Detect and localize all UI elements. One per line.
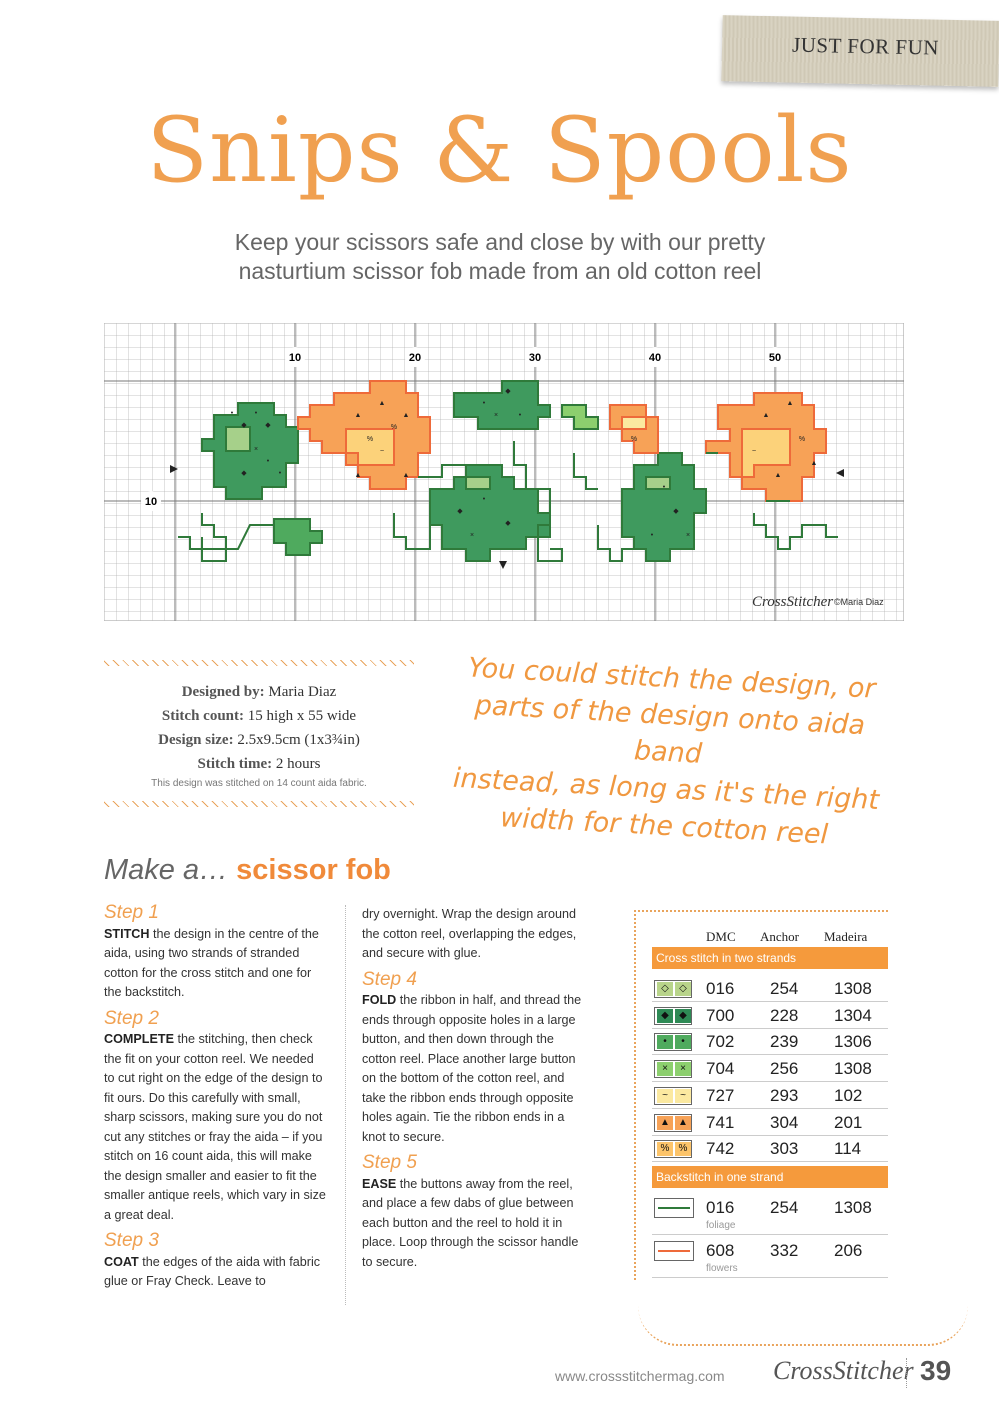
backstitch-line <box>658 1207 690 1209</box>
designed-by-label: Designed by: <box>181 684 265 700</box>
key-dmc-value: 016 <box>706 1198 735 1217</box>
thread-key <box>634 910 888 1280</box>
chart-row-marker: 10 <box>144 496 158 508</box>
swatch-symbol: ◇ <box>657 982 673 996</box>
swatch-symbol: ◆ <box>675 1009 691 1023</box>
key-anchor-value: 256 <box>770 1059 799 1079</box>
key-anchor-value: 254 <box>770 979 799 998</box>
design-info <box>104 660 414 810</box>
step-body: the stitching, then check the fit on your cotton reel. We needed to cut right on the edge of the design to fit ours. Do this carefully with small, sharp scissors, making sure you do not cut any stitches or fray the aida – if you stitch on 16 count aida, this will make the design smaller and easier to fit the smaller antique reels, which vary in size a great deal. <box>104 1032 326 1222</box>
key-madeira-value: 201 <box>834 1112 863 1132</box>
svg-text:•: • <box>266 458 270 465</box>
zigzag-divider <box>104 801 414 807</box>
key-swatch <box>654 1114 692 1132</box>
step-text <box>104 1253 326 1292</box>
key-row-divider <box>652 1135 888 1136</box>
make-prefix: Make a… <box>104 854 229 886</box>
key-anchor-value: 254 <box>770 1198 799 1217</box>
svg-text:▲: ▲ <box>354 472 362 479</box>
svg-text:×: × <box>253 446 259 453</box>
key-dmc-value: 727 <box>706 1085 735 1105</box>
page-title: Snips & Spools <box>146 98 853 203</box>
step-title: Step 1 <box>104 902 159 923</box>
step-lead: COAT <box>104 1254 139 1269</box>
step-title: Step 3 <box>104 1230 159 1251</box>
key-dmc-value: 704 <box>706 1059 735 1079</box>
key-swatch <box>654 1033 692 1051</box>
make-item: scissor fob <box>236 854 391 886</box>
page-number: 39 <box>920 1355 952 1386</box>
cross-stitch-title: Cross stitch in two strands <box>652 947 888 969</box>
dotted-thread-decoration <box>638 1296 968 1346</box>
key-madeira-value: 206 <box>834 1241 863 1260</box>
step-title: Step 2 <box>104 1007 159 1029</box>
svg-text:~: ~ <box>379 448 385 455</box>
key-swatch <box>654 1060 692 1078</box>
backstitch-note: flowers <box>706 1263 738 1274</box>
chart-col-marker: 30 <box>528 352 542 364</box>
key-dmc-value: 700 <box>706 1005 735 1025</box>
svg-text:▲: ▲ <box>402 412 410 419</box>
backstitch-swatch <box>654 1198 694 1218</box>
key-anchor-value: 239 <box>770 1032 799 1052</box>
swatch-symbol: • <box>675 1035 691 1049</box>
chart-col-marker: 50 <box>768 352 782 364</box>
svg-text:◆: ◆ <box>505 388 511 395</box>
svg-text:◆: ◆ <box>505 520 511 527</box>
svg-text:◆: ◆ <box>457 508 463 515</box>
swatch-symbol: ~ <box>657 1089 673 1103</box>
svg-text:▲: ▲ <box>810 460 818 467</box>
backstitch-note: foliage <box>706 1220 736 1231</box>
swatch-symbol: ▲ <box>657 1116 673 1130</box>
key-swatch <box>654 980 692 998</box>
key-row-divider <box>652 1161 888 1162</box>
svg-text:•: • <box>482 496 486 503</box>
svg-text:◆: ◆ <box>241 422 247 429</box>
tip-line: parts of the design onto aida band <box>474 689 866 770</box>
key-anchor-value: 293 <box>770 1085 799 1105</box>
tip-line: instead, as long as it's the right <box>452 762 880 817</box>
key-madeira-value: 1304 <box>834 1005 872 1025</box>
swatch-symbol: ▲ <box>675 1116 691 1130</box>
design-size-value: 2.5x9.5cm (1x3¾in) <box>237 732 360 748</box>
swatch-symbol: ◇ <box>675 982 691 996</box>
svg-text:◆: ◆ <box>241 470 247 477</box>
key-swatch <box>654 1140 692 1158</box>
key-row-divider <box>652 1054 888 1055</box>
key-dmc-value: 742 <box>706 1139 735 1159</box>
key-madeira-value: 102 <box>834 1085 863 1105</box>
key-row-divider <box>652 1277 888 1278</box>
tip-line: width for the cotton reel <box>499 802 829 851</box>
svg-text:•: • <box>482 400 486 407</box>
subtitle-line-1: Keep your scissors safe and close by with our pretty <box>234 229 766 255</box>
key-dmc-value: 741 <box>706 1112 735 1132</box>
svg-text:•: • <box>650 532 654 539</box>
swatch-symbol: × <box>675 1062 691 1076</box>
key-swatch <box>654 1007 692 1025</box>
key-swatch <box>654 1087 692 1105</box>
steps-column-2 <box>362 905 584 1272</box>
stitch-time-label: Stitch time: <box>197 756 273 772</box>
key-header-anchor: Anchor <box>760 929 799 944</box>
key-header-dmc: DMC <box>706 929 736 944</box>
stitch-time-value: 2 hours <box>275 756 321 772</box>
svg-text:▲: ▲ <box>402 472 410 479</box>
svg-text:~: ~ <box>751 448 757 455</box>
svg-text:×: × <box>493 412 499 419</box>
svg-text:•: • <box>254 410 258 417</box>
design-size-label: Design size: <box>158 732 234 748</box>
svg-text:%: % <box>390 424 398 431</box>
footer-brand: CrossStitcher <box>773 1356 914 1385</box>
key-row-divider <box>652 1108 888 1109</box>
step-text <box>362 991 584 1147</box>
svg-text:•: • <box>278 470 282 477</box>
backstitch-swatch <box>654 1241 694 1261</box>
section-tag <box>721 15 999 87</box>
step-text <box>104 925 326 1003</box>
chart-copyright: ©Maria Diaz <box>834 597 884 607</box>
svg-text:%: % <box>366 436 374 443</box>
key-dmc-value: 016 <box>706 979 735 998</box>
key-anchor-value: 228 <box>770 1005 799 1025</box>
steps-column-1 <box>104 897 326 1292</box>
key-row-divider <box>652 1001 888 1002</box>
swatch-symbol: % <box>657 1142 673 1156</box>
chart-col-marker: 40 <box>648 352 662 364</box>
svg-text:▲: ▲ <box>762 412 770 419</box>
key-row-divider <box>652 1081 888 1082</box>
swatch-symbol: • <box>657 1035 673 1049</box>
key-madeira-value: 1308 <box>834 1198 872 1217</box>
key-anchor-value: 332 <box>770 1241 799 1260</box>
design-size-row <box>104 728 414 752</box>
page-subtitle <box>150 228 850 286</box>
key-madeira-value: 114 <box>834 1139 862 1159</box>
designed-by-row <box>104 680 414 704</box>
svg-text:×: × <box>685 532 691 539</box>
swatch-symbol: ~ <box>675 1089 691 1103</box>
step-body: the edges of the aida with fabric glue or Fray Check. Leave to <box>104 1254 321 1288</box>
step-lead: COMPLETE <box>104 1032 174 1046</box>
step-body: the design in the centre of the aida, using two strands of stranded cotton for the cross stitch and one for the backstitch. <box>104 926 319 999</box>
column-divider <box>345 905 346 1305</box>
key-madeira-value: 1308 <box>834 979 872 998</box>
handwritten-tip <box>443 649 892 857</box>
fabric-note: This design was stitched on 14 count aida fabric. <box>151 778 367 789</box>
key-row-divider <box>652 1028 888 1029</box>
key-dmc-value: 608 <box>706 1241 735 1260</box>
svg-text:◆: ◆ <box>265 422 271 429</box>
stitch-count-label: Stitch count: <box>161 708 244 724</box>
stitch-count-row <box>104 704 414 728</box>
swatch-symbol: ◆ <box>657 1009 673 1023</box>
key-anchor-value: 304 <box>770 1112 799 1132</box>
backstitch-line <box>658 1250 690 1252</box>
stitch-time-row <box>104 752 414 776</box>
step-body: the ribbon in half, and thread the ends through opposite holes in a large button, and then down through the cotton reel. Place another large button on the bottom of the cotton reel, and take the ribbon ends through opposite holes again. Tie the ribbon ends in a knot to secure. <box>362 993 582 1144</box>
svg-text:×: × <box>469 532 475 539</box>
key-row-divider <box>652 1234 888 1235</box>
svg-text:•: • <box>230 410 234 417</box>
svg-text:▲: ▲ <box>354 412 362 419</box>
chart-col-marker: 20 <box>408 352 422 364</box>
svg-text:%: % <box>798 436 806 443</box>
step-lead: STITCH <box>104 926 150 941</box>
step-title: Step 5 <box>362 1152 417 1173</box>
step-text <box>362 1175 584 1273</box>
step-text <box>362 905 584 964</box>
key-anchor-value: 303 <box>770 1139 799 1159</box>
step-lead: EASE <box>362 1176 397 1191</box>
footer-url: www.crossstitchermag.com <box>555 1368 725 1384</box>
svg-text:▲: ▲ <box>786 400 794 407</box>
designed-by-value: Maria Diaz <box>268 684 337 700</box>
chart-brand: CrossStitcher <box>752 594 834 610</box>
key-madeira-value: 1306 <box>834 1032 872 1052</box>
tip-line: You could stitch the design, or <box>467 652 877 705</box>
cross-stitch-chart <box>104 323 904 621</box>
step-text <box>104 1030 326 1225</box>
svg-text:•: • <box>518 412 522 419</box>
svg-text:◆: ◆ <box>673 508 679 515</box>
section-tag-label: JUST FOR FUN <box>791 32 940 60</box>
key-madeira-value: 1308 <box>834 1059 872 1079</box>
footer-divider <box>906 1358 907 1388</box>
svg-text:%: % <box>630 436 638 443</box>
step-title: Step 4 <box>362 968 417 990</box>
svg-text:▲: ▲ <box>378 400 386 407</box>
swatch-symbol: % <box>675 1142 691 1156</box>
swatch-symbol: × <box>657 1062 673 1076</box>
make-heading <box>104 854 391 887</box>
step-body: the buttons away from the reel, and place a few dabs of glue between each button and the reel to hold it in place. Loop through the scissor handle to secure. <box>362 1176 579 1269</box>
chart-col-marker: 10 <box>288 352 302 364</box>
step-body: dry overnight. Wrap the design around the cotton reel, overlapping the edges, and secure with glue. <box>362 907 577 960</box>
key-header-madeira: Madeira <box>824 929 868 944</box>
subtitle-line-2: nasturtium scissor fob made from an old cotton reel <box>238 258 762 284</box>
step-lead: FOLD <box>362 993 397 1007</box>
backstitch-title: Backstitch in one strand <box>652 1166 888 1188</box>
key-dmc-value: 702 <box>706 1032 735 1052</box>
svg-text:▲: ▲ <box>774 472 782 479</box>
svg-text:•: • <box>662 484 666 491</box>
stitch-count-value: 15 high x 55 wide <box>247 708 357 724</box>
